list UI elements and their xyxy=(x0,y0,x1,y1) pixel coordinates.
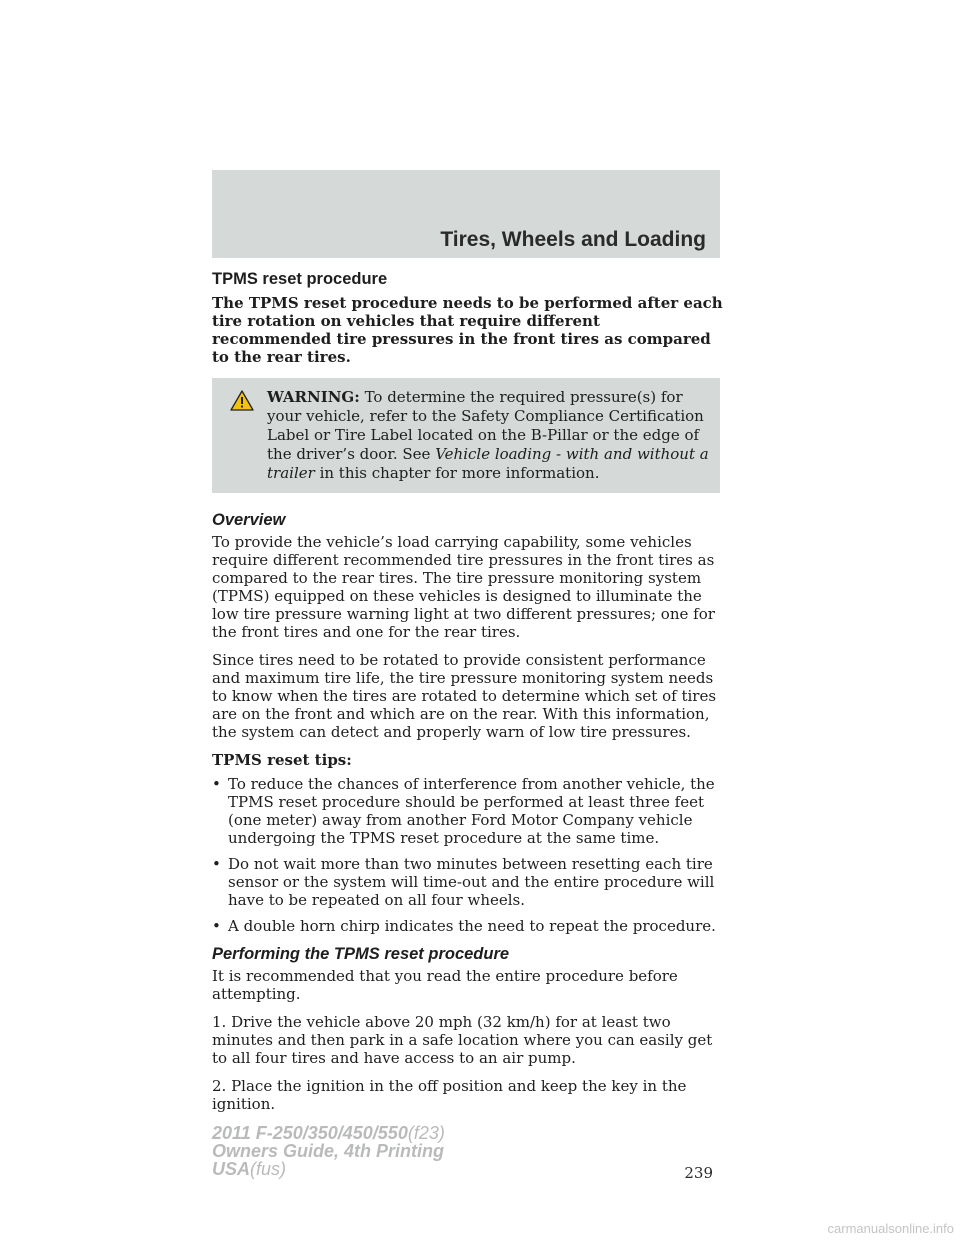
performing-intro: It is recommended that you read the entire procedure before attempting. xyxy=(212,967,678,1003)
list-item xyxy=(212,775,724,847)
footer-line-2: Owners Guide, 4th Printing xyxy=(212,1141,445,1161)
footer-market-code: (fus) xyxy=(250,1159,287,1179)
footer-line-3 xyxy=(212,1160,445,1178)
warning-text: To determine the required pressure(s) for your vehicle, refer to the Safety Compliance Certification Label or Tire Label located on the B-Pillar or the edge of the driver’s door. See xyxy=(267,388,704,463)
bullet-icon: • xyxy=(212,917,221,935)
footer-line-1 xyxy=(212,1124,445,1142)
warning-triangle-icon xyxy=(230,390,254,411)
footer-model-code: (f23) xyxy=(407,1123,445,1143)
watermark: carmanualsonline.info xyxy=(827,1221,954,1236)
page-content xyxy=(212,268,724,1123)
list-item xyxy=(212,917,724,935)
step-2: 2. Place the ignition in the off position and keep the key in the ignition. xyxy=(212,1077,687,1113)
list-item xyxy=(212,855,724,909)
intro-paragraph: The TPMS reset procedure needs to be performed after each tire rotation on vehicles that require different recommended tire pressures in the front tires as compared to the rear tires. xyxy=(212,294,723,366)
tips-list xyxy=(212,775,724,935)
chapter-header xyxy=(212,170,720,258)
footer-market: USA xyxy=(212,1159,251,1179)
bullet-icon: • xyxy=(212,775,221,793)
overview-paragraph-1: To provide the vehicle’s load carrying capability, some vehicles require different recommended tire pressures in the front tires as compared to the rear tires. The tire pressure monitoring system (TPMS) equipped on these vehicles is designed to illuminate the low tire pressure warning light at two different pressures; one for the front tires and one for the rear tires. xyxy=(212,533,715,641)
document-footer xyxy=(212,1124,445,1178)
footer-model: 2011 F-250/350/450/550 xyxy=(212,1123,408,1143)
warning-box xyxy=(212,378,720,493)
warning-label: WARNING: xyxy=(267,388,360,406)
overview-paragraph-2: Since tires need to be rotated to provide consistent performance and maximum tire life, the tire pressure monitoring system needs to know when the tires are rotated to determine which set of tires are on the front and which are on the rear. With this information, the system can detect and properly warn of low tire pressures. xyxy=(212,651,717,741)
overview-heading: Overview xyxy=(212,511,286,529)
bullet-icon: • xyxy=(212,855,221,873)
chapter-title: Tires, Wheels and Loading xyxy=(440,228,706,251)
performing-heading: Performing the TPMS reset procedure xyxy=(212,945,510,963)
list-item-text: Do not wait more than two minutes between resetting each tire sensor or the system will time-out and the entire procedure will have to be repeated on all four wheels. xyxy=(228,855,715,909)
warning-link[interactable]: Vehicle loading - with and without a trailer xyxy=(267,445,709,482)
list-item-text: To reduce the chances of interference from another vehicle, the TPMS reset procedure should be performed at least three feet (one meter) away from another Ford Motor Company vehicle undergoing the TPMS reset procedure at the same time. xyxy=(228,775,715,847)
list-item-text: A double horn chirp indicates the need to repeat the procedure. xyxy=(228,917,716,935)
step-1: 1. Drive the vehicle above 20 mph (32 km/h) for at least two minutes and then park in a safe location where you can easily get to all four tires and have access to an air pump. xyxy=(212,1013,713,1067)
tips-heading: TPMS reset tips: xyxy=(212,751,352,769)
page-number: 239 xyxy=(684,1164,713,1182)
warning-lead xyxy=(220,388,710,483)
section-title: TPMS reset procedure xyxy=(212,270,388,288)
warning-text-end: in this chapter for more information. xyxy=(319,464,600,482)
